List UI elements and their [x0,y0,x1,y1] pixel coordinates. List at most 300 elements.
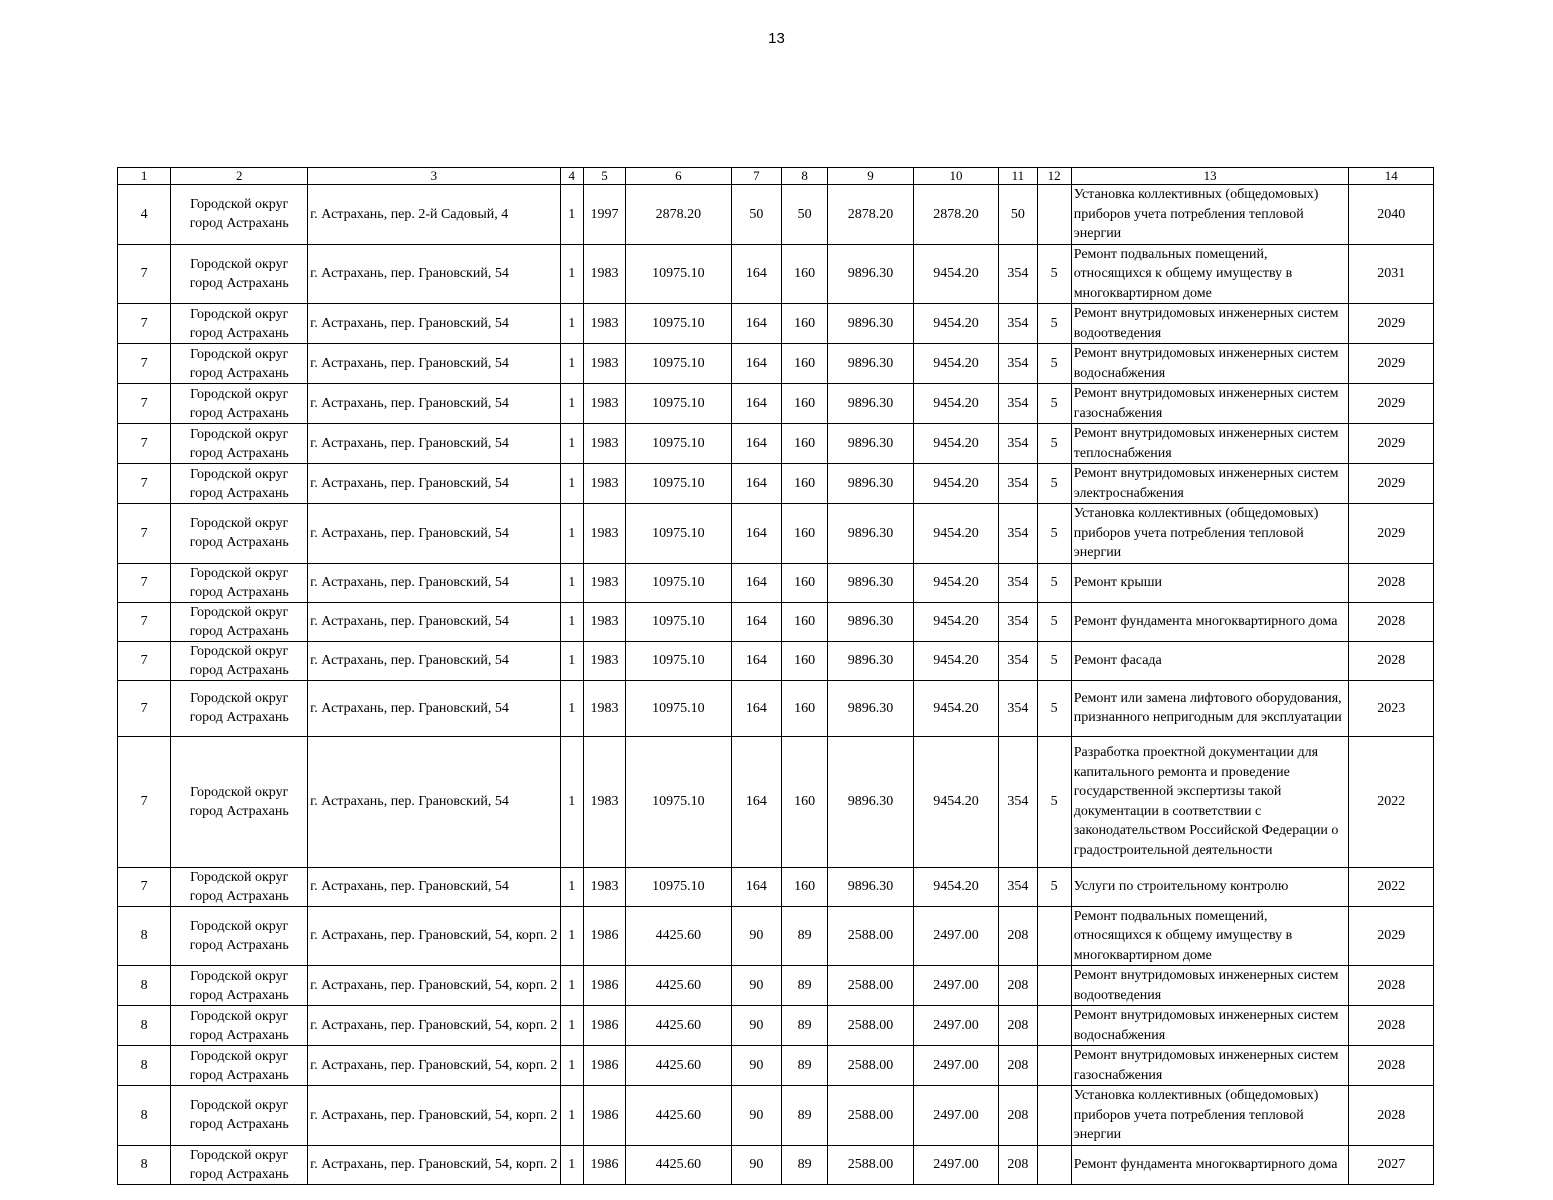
cell-col-9: 2588.00 [828,906,914,966]
cell-col-11: 354 [999,424,1037,464]
cell-col-11: 354 [999,384,1037,424]
cell-municipality: Городской округ город Астрахань [171,185,308,245]
cell-col-11: 354 [999,504,1037,564]
cell-col-10: 9454.20 [913,244,999,304]
cell-col-9: 2588.00 [828,1006,914,1046]
column-header-11: 11 [999,168,1037,185]
cell-col-11: 354 [999,680,1037,736]
column-number-row [118,168,1434,185]
cell-year-built: 1983 [583,867,625,906]
cell-col-7: 164 [731,641,781,680]
cell-col-10: 9454.20 [913,384,999,424]
cell-total-area: 2878.20 [626,185,732,245]
cell-col-9: 9896.30 [828,304,914,344]
cell-municipality: Городской округ город Астрахань [171,304,308,344]
cell-year-built: 1983 [583,602,625,641]
cell-row-number: 7 [118,464,171,504]
cell-col-10: 9454.20 [913,641,999,680]
cell-col-9: 9896.30 [828,641,914,680]
cell-col-10: 2878.20 [913,185,999,245]
cell-col-4: 1 [560,1145,583,1184]
cell-municipality: Городской округ город Астрахань [171,680,308,736]
column-header-1: 1 [118,168,171,185]
cell-row-number: 8 [118,1046,171,1086]
cell-address: г. Астрахань, пер. Грановский, 54 [308,680,561,736]
cell-row-number: 7 [118,344,171,384]
cell-col-10: 9454.20 [913,504,999,564]
cell-col-7: 164 [731,384,781,424]
cell-address: г. Астрахань, пер. Грановский, 54, корп. 2 [308,906,561,966]
cell-col-8: 50 [782,185,828,245]
cell-col-7: 90 [731,966,781,1006]
cell-col-7: 164 [731,563,781,602]
cell-col-10: 2497.00 [913,1006,999,1046]
table-row [118,906,1434,966]
cell-year-built: 1986 [583,1046,625,1086]
table-row [118,602,1434,641]
cell-total-area: 10975.10 [626,424,732,464]
cell-work-type: Ремонт крыши [1071,563,1349,602]
cell-planned-year: 2028 [1349,1086,1434,1146]
cell-col-8: 89 [782,906,828,966]
cell-col-10: 9454.20 [913,602,999,641]
cell-total-area: 4425.60 [626,1086,732,1146]
table-row [118,344,1434,384]
cell-municipality: Городской округ город Астрахань [171,504,308,564]
cell-col-10: 9454.20 [913,680,999,736]
cell-total-area: 10975.10 [626,504,732,564]
cell-address: г. Астрахань, пер. Грановский, 54 [308,736,561,867]
cell-total-area: 10975.10 [626,736,732,867]
cell-col-11: 354 [999,304,1037,344]
cell-col-9: 9896.30 [828,384,914,424]
cell-total-area: 4425.60 [626,1006,732,1046]
cell-work-type: Установка коллективных (общедомовых) приборов учета потребления тепловой энергии [1071,504,1349,564]
cell-col-11: 354 [999,563,1037,602]
cell-row-number: 7 [118,736,171,867]
cell-col-9: 2588.00 [828,1046,914,1086]
cell-year-built: 1986 [583,906,625,966]
cell-work-type: Ремонт внутридомовых инженерных систем газоснабжения [1071,384,1349,424]
cell-work-type: Ремонт внутридомовых инженерных систем газоснабжения [1071,1046,1349,1086]
cell-total-area: 10975.10 [626,464,732,504]
cell-col-11: 208 [999,1086,1037,1146]
cell-col-8: 89 [782,1086,828,1146]
cell-col-8: 160 [782,424,828,464]
cell-year-built: 1983 [583,384,625,424]
cell-col-12: 5 [1037,736,1071,867]
cell-col-9: 2878.20 [828,185,914,245]
cell-work-type: Ремонт подвальных помещений, относящихся к общему имуществу в многоквартирном доме [1071,244,1349,304]
cell-municipality: Городской округ город Астрахань [171,1145,308,1184]
column-header-14: 14 [1349,168,1434,185]
column-header-12: 12 [1037,168,1071,185]
cell-col-7: 90 [731,1006,781,1046]
cell-col-12: 5 [1037,504,1071,564]
cell-address: г. Астрахань, пер. Грановский, 54, корп. 2 [308,1086,561,1146]
cell-col-4: 1 [560,424,583,464]
cell-col-11: 208 [999,1006,1037,1046]
cell-year-built: 1986 [583,1086,625,1146]
column-header-6: 6 [626,168,732,185]
repair-schedule-table [117,167,1434,1185]
cell-col-10: 9454.20 [913,344,999,384]
cell-year-built: 1983 [583,563,625,602]
cell-address: г. Астрахань, пер. Грановский, 54 [308,304,561,344]
cell-address: г. Астрахань, пер. Грановский, 54, корп. 2 [308,1145,561,1184]
cell-municipality: Городской округ город Астрахань [171,1046,308,1086]
cell-col-4: 1 [560,504,583,564]
cell-total-area: 4425.60 [626,906,732,966]
cell-col-9: 2588.00 [828,1086,914,1146]
cell-col-4: 1 [560,304,583,344]
table-row [118,1145,1434,1184]
cell-col-12: 5 [1037,641,1071,680]
cell-address: г. Астрахань, пер. Грановский, 54, корп. 2 [308,966,561,1006]
table-row [118,464,1434,504]
cell-row-number: 8 [118,1006,171,1046]
cell-year-built: 1997 [583,185,625,245]
cell-col-11: 208 [999,1145,1037,1184]
table-row [118,563,1434,602]
cell-address: г. Астрахань, пер. Грановский, 54 [308,384,561,424]
cell-row-number: 7 [118,867,171,906]
cell-total-area: 4425.60 [626,1046,732,1086]
cell-col-7: 164 [731,504,781,564]
cell-col-9: 9896.30 [828,504,914,564]
cell-col-9: 9896.30 [828,344,914,384]
cell-year-built: 1986 [583,1006,625,1046]
cell-col-8: 160 [782,304,828,344]
table-row [118,1086,1434,1146]
cell-row-number: 7 [118,641,171,680]
cell-work-type: Услуги по строительному контролю [1071,867,1349,906]
cell-work-type: Ремонт внутридомовых инженерных систем водоснабжения [1071,1006,1349,1046]
column-header-7: 7 [731,168,781,185]
cell-address: г. Астрахань, пер. Грановский, 54 [308,504,561,564]
cell-year-built: 1983 [583,424,625,464]
cell-col-9: 2588.00 [828,966,914,1006]
cell-col-11: 354 [999,344,1037,384]
cell-col-7: 90 [731,1145,781,1184]
column-header-10: 10 [913,168,999,185]
cell-planned-year: 2028 [1349,1046,1434,1086]
cell-planned-year: 2028 [1349,641,1434,680]
cell-col-11: 208 [999,906,1037,966]
table-row [118,424,1434,464]
cell-col-9: 9896.30 [828,424,914,464]
table-row [118,736,1434,867]
cell-col-11: 208 [999,966,1037,1006]
cell-col-12 [1037,1086,1071,1146]
cell-col-11: 354 [999,641,1037,680]
cell-col-10: 9454.20 [913,736,999,867]
cell-planned-year: 2028 [1349,1006,1434,1046]
cell-municipality: Городской округ город Астрахань [171,424,308,464]
cell-municipality: Городской округ город Астрахань [171,1086,308,1146]
cell-col-8: 160 [782,736,828,867]
cell-col-10: 9454.20 [913,563,999,602]
cell-municipality: Городской округ город Астрахань [171,736,308,867]
cell-total-area: 10975.10 [626,304,732,344]
cell-planned-year: 2029 [1349,424,1434,464]
cell-col-9: 9896.30 [828,464,914,504]
cell-col-10: 2497.00 [913,1046,999,1086]
cell-col-7: 90 [731,1046,781,1086]
cell-col-7: 164 [731,464,781,504]
cell-col-12 [1037,185,1071,245]
cell-total-area: 10975.10 [626,867,732,906]
cell-address: г. Астрахань, пер. Грановский, 54 [308,424,561,464]
cell-col-7: 164 [731,736,781,867]
cell-col-9: 9896.30 [828,867,914,906]
cell-total-area: 4425.60 [626,966,732,1006]
cell-col-8: 160 [782,641,828,680]
cell-municipality: Городской округ город Астрахань [171,244,308,304]
cell-row-number: 7 [118,504,171,564]
cell-total-area: 10975.10 [626,384,732,424]
cell-address: г. Астрахань, пер. Грановский, 54 [308,602,561,641]
cell-address: г. Астрахань, пер. Грановский, 54 [308,641,561,680]
cell-col-7: 164 [731,244,781,304]
cell-planned-year: 2029 [1349,906,1434,966]
cell-row-number: 8 [118,1086,171,1146]
cell-planned-year: 2029 [1349,344,1434,384]
cell-planned-year: 2029 [1349,384,1434,424]
cell-row-number: 8 [118,1145,171,1184]
cell-year-built: 1986 [583,966,625,1006]
cell-col-7: 164 [731,867,781,906]
cell-col-8: 89 [782,966,828,1006]
cell-col-7: 164 [731,680,781,736]
cell-col-7: 164 [731,344,781,384]
table-row [118,504,1434,564]
cell-planned-year: 2027 [1349,1145,1434,1184]
cell-col-4: 1 [560,867,583,906]
cell-col-12 [1037,1145,1071,1184]
cell-work-type: Ремонт внутридомовых инженерных систем электроснабжения [1071,464,1349,504]
cell-municipality: Городской округ город Астрахань [171,384,308,424]
cell-row-number: 7 [118,424,171,464]
cell-col-4: 1 [560,602,583,641]
cell-col-4: 1 [560,966,583,1006]
cell-col-11: 50 [999,185,1037,245]
cell-work-type: Ремонт внутридомовых инженерных систем теплоснабжения [1071,424,1349,464]
cell-col-10: 9454.20 [913,424,999,464]
cell-total-area: 10975.10 [626,563,732,602]
cell-col-12: 5 [1037,384,1071,424]
cell-address: г. Астрахань, пер. Грановский, 54 [308,867,561,906]
cell-col-12: 5 [1037,424,1071,464]
cell-col-11: 354 [999,736,1037,867]
cell-planned-year: 2028 [1349,602,1434,641]
cell-year-built: 1986 [583,1145,625,1184]
cell-col-11: 354 [999,464,1037,504]
cell-total-area: 10975.10 [626,641,732,680]
column-header-9: 9 [828,168,914,185]
cell-col-8: 160 [782,680,828,736]
cell-work-type: Ремонт или замена лифтового оборудования, признанного непригодным для эксплуатации [1071,680,1349,736]
cell-municipality: Городской округ город Астрахань [171,563,308,602]
cell-col-9: 9896.30 [828,244,914,304]
cell-address: г. Астрахань, пер. Грановский, 54 [308,563,561,602]
cell-col-12: 5 [1037,464,1071,504]
table-row [118,304,1434,344]
cell-total-area: 10975.10 [626,344,732,384]
cell-planned-year: 2022 [1349,867,1434,906]
cell-row-number: 7 [118,563,171,602]
cell-col-11: 354 [999,602,1037,641]
cell-municipality: Городской округ город Астрахань [171,602,308,641]
cell-row-number: 4 [118,185,171,245]
cell-total-area: 4425.60 [626,1145,732,1184]
table-row [118,244,1434,304]
table-row [118,384,1434,424]
cell-col-7: 50 [731,185,781,245]
cell-work-type: Ремонт подвальных помещений, относящихся к общему имуществу в многоквартирном доме [1071,906,1349,966]
cell-work-type: Разработка проектной документации для капитального ремонта и проведение государственной экспертизы такой документации в соответствии с законодательством Российской Федерации о градостроительной деятельности [1071,736,1349,867]
cell-col-4: 1 [560,185,583,245]
table-row [118,185,1434,245]
cell-work-type: Ремонт фасада [1071,641,1349,680]
cell-row-number: 7 [118,680,171,736]
cell-col-12: 5 [1037,680,1071,736]
cell-address: г. Астрахань, пер. 2-й Садовый, 4 [308,185,561,245]
cell-total-area: 10975.10 [626,680,732,736]
cell-col-4: 1 [560,680,583,736]
cell-address: г. Астрахань, пер. Грановский, 54, корп. 2 [308,1006,561,1046]
cell-col-10: 9454.20 [913,867,999,906]
column-header-13: 13 [1071,168,1349,185]
cell-col-9: 9896.30 [828,563,914,602]
cell-col-10: 9454.20 [913,464,999,504]
column-header-4: 4 [560,168,583,185]
column-header-2: 2 [171,168,308,185]
cell-address: г. Астрахань, пер. Грановский, 54 [308,244,561,304]
cell-work-type: Ремонт внутридомовых инженерных систем водоотведения [1071,966,1349,1006]
cell-municipality: Городской округ город Астрахань [171,641,308,680]
table-row [118,966,1434,1006]
cell-year-built: 1983 [583,504,625,564]
cell-municipality: Городской округ город Астрахань [171,1006,308,1046]
cell-year-built: 1983 [583,304,625,344]
cell-col-12: 5 [1037,304,1071,344]
cell-col-10: 2497.00 [913,906,999,966]
cell-col-8: 89 [782,1145,828,1184]
cell-col-4: 1 [560,1086,583,1146]
cell-col-10: 2497.00 [913,1086,999,1146]
cell-col-7: 164 [731,602,781,641]
cell-row-number: 7 [118,244,171,304]
cell-col-12: 5 [1037,244,1071,304]
cell-col-10: 2497.00 [913,1145,999,1184]
cell-work-type: Установка коллективных (общедомовых) приборов учета потребления тепловой энергии [1071,185,1349,245]
cell-col-8: 89 [782,1006,828,1046]
column-header-5: 5 [583,168,625,185]
cell-col-7: 164 [731,424,781,464]
cell-col-4: 1 [560,244,583,304]
cell-year-built: 1983 [583,641,625,680]
cell-planned-year: 2028 [1349,563,1434,602]
cell-municipality: Городской округ город Астрахань [171,906,308,966]
cell-col-12 [1037,1006,1071,1046]
cell-planned-year: 2029 [1349,464,1434,504]
cell-work-type: Ремонт внутридомовых инженерных систем водоснабжения [1071,344,1349,384]
cell-col-11: 354 [999,867,1037,906]
cell-address: г. Астрахань, пер. Грановский, 54, корп. 2 [308,1046,561,1086]
cell-col-8: 160 [782,563,828,602]
cell-year-built: 1983 [583,344,625,384]
cell-total-area: 10975.10 [626,602,732,641]
table-row [118,1046,1434,1086]
cell-col-4: 1 [560,736,583,867]
cell-col-9: 9896.30 [828,736,914,867]
cell-col-8: 160 [782,464,828,504]
cell-col-8: 89 [782,1046,828,1086]
cell-planned-year: 2023 [1349,680,1434,736]
cell-total-area: 10975.10 [626,244,732,304]
cell-planned-year: 2029 [1349,504,1434,564]
cell-col-4: 1 [560,1006,583,1046]
cell-col-9: 9896.30 [828,680,914,736]
cell-col-10: 9454.20 [913,304,999,344]
cell-col-9: 2588.00 [828,1145,914,1184]
cell-col-8: 160 [782,384,828,424]
cell-row-number: 7 [118,384,171,424]
cell-address: г. Астрахань, пер. Грановский, 54 [308,464,561,504]
cell-col-12 [1037,1046,1071,1086]
cell-col-12: 5 [1037,344,1071,384]
cell-col-4: 1 [560,1046,583,1086]
cell-address: г. Астрахань, пер. Грановский, 54 [308,344,561,384]
cell-col-11: 354 [999,244,1037,304]
cell-planned-year: 2029 [1349,304,1434,344]
column-header-8: 8 [782,168,828,185]
cell-col-10: 2497.00 [913,966,999,1006]
cell-col-12 [1037,966,1071,1006]
cell-col-8: 160 [782,504,828,564]
cell-year-built: 1983 [583,464,625,504]
cell-year-built: 1983 [583,736,625,867]
cell-col-4: 1 [560,906,583,966]
cell-planned-year: 2022 [1349,736,1434,867]
cell-work-type: Ремонт фундамента многоквартирного дома [1071,602,1349,641]
cell-col-8: 160 [782,344,828,384]
cell-col-4: 1 [560,641,583,680]
cell-col-4: 1 [560,563,583,602]
cell-work-type: Ремонт внутридомовых инженерных систем водоотведения [1071,304,1349,344]
cell-col-4: 1 [560,344,583,384]
cell-col-7: 164 [731,304,781,344]
cell-row-number: 7 [118,602,171,641]
cell-year-built: 1983 [583,680,625,736]
table-row [118,867,1434,906]
cell-planned-year: 2028 [1349,966,1434,1006]
page-number: 13 [768,30,785,47]
cell-col-12: 5 [1037,867,1071,906]
table-row [118,1006,1434,1046]
cell-col-4: 1 [560,384,583,424]
cell-col-12: 5 [1037,602,1071,641]
cell-year-built: 1983 [583,244,625,304]
cell-planned-year: 2040 [1349,185,1434,245]
cell-col-8: 160 [782,602,828,641]
cell-col-8: 160 [782,244,828,304]
cell-col-9: 9896.30 [828,602,914,641]
cell-col-4: 1 [560,464,583,504]
cell-work-type: Ремонт фундамента многоквартирного дома [1071,1145,1349,1184]
cell-col-12: 5 [1037,563,1071,602]
